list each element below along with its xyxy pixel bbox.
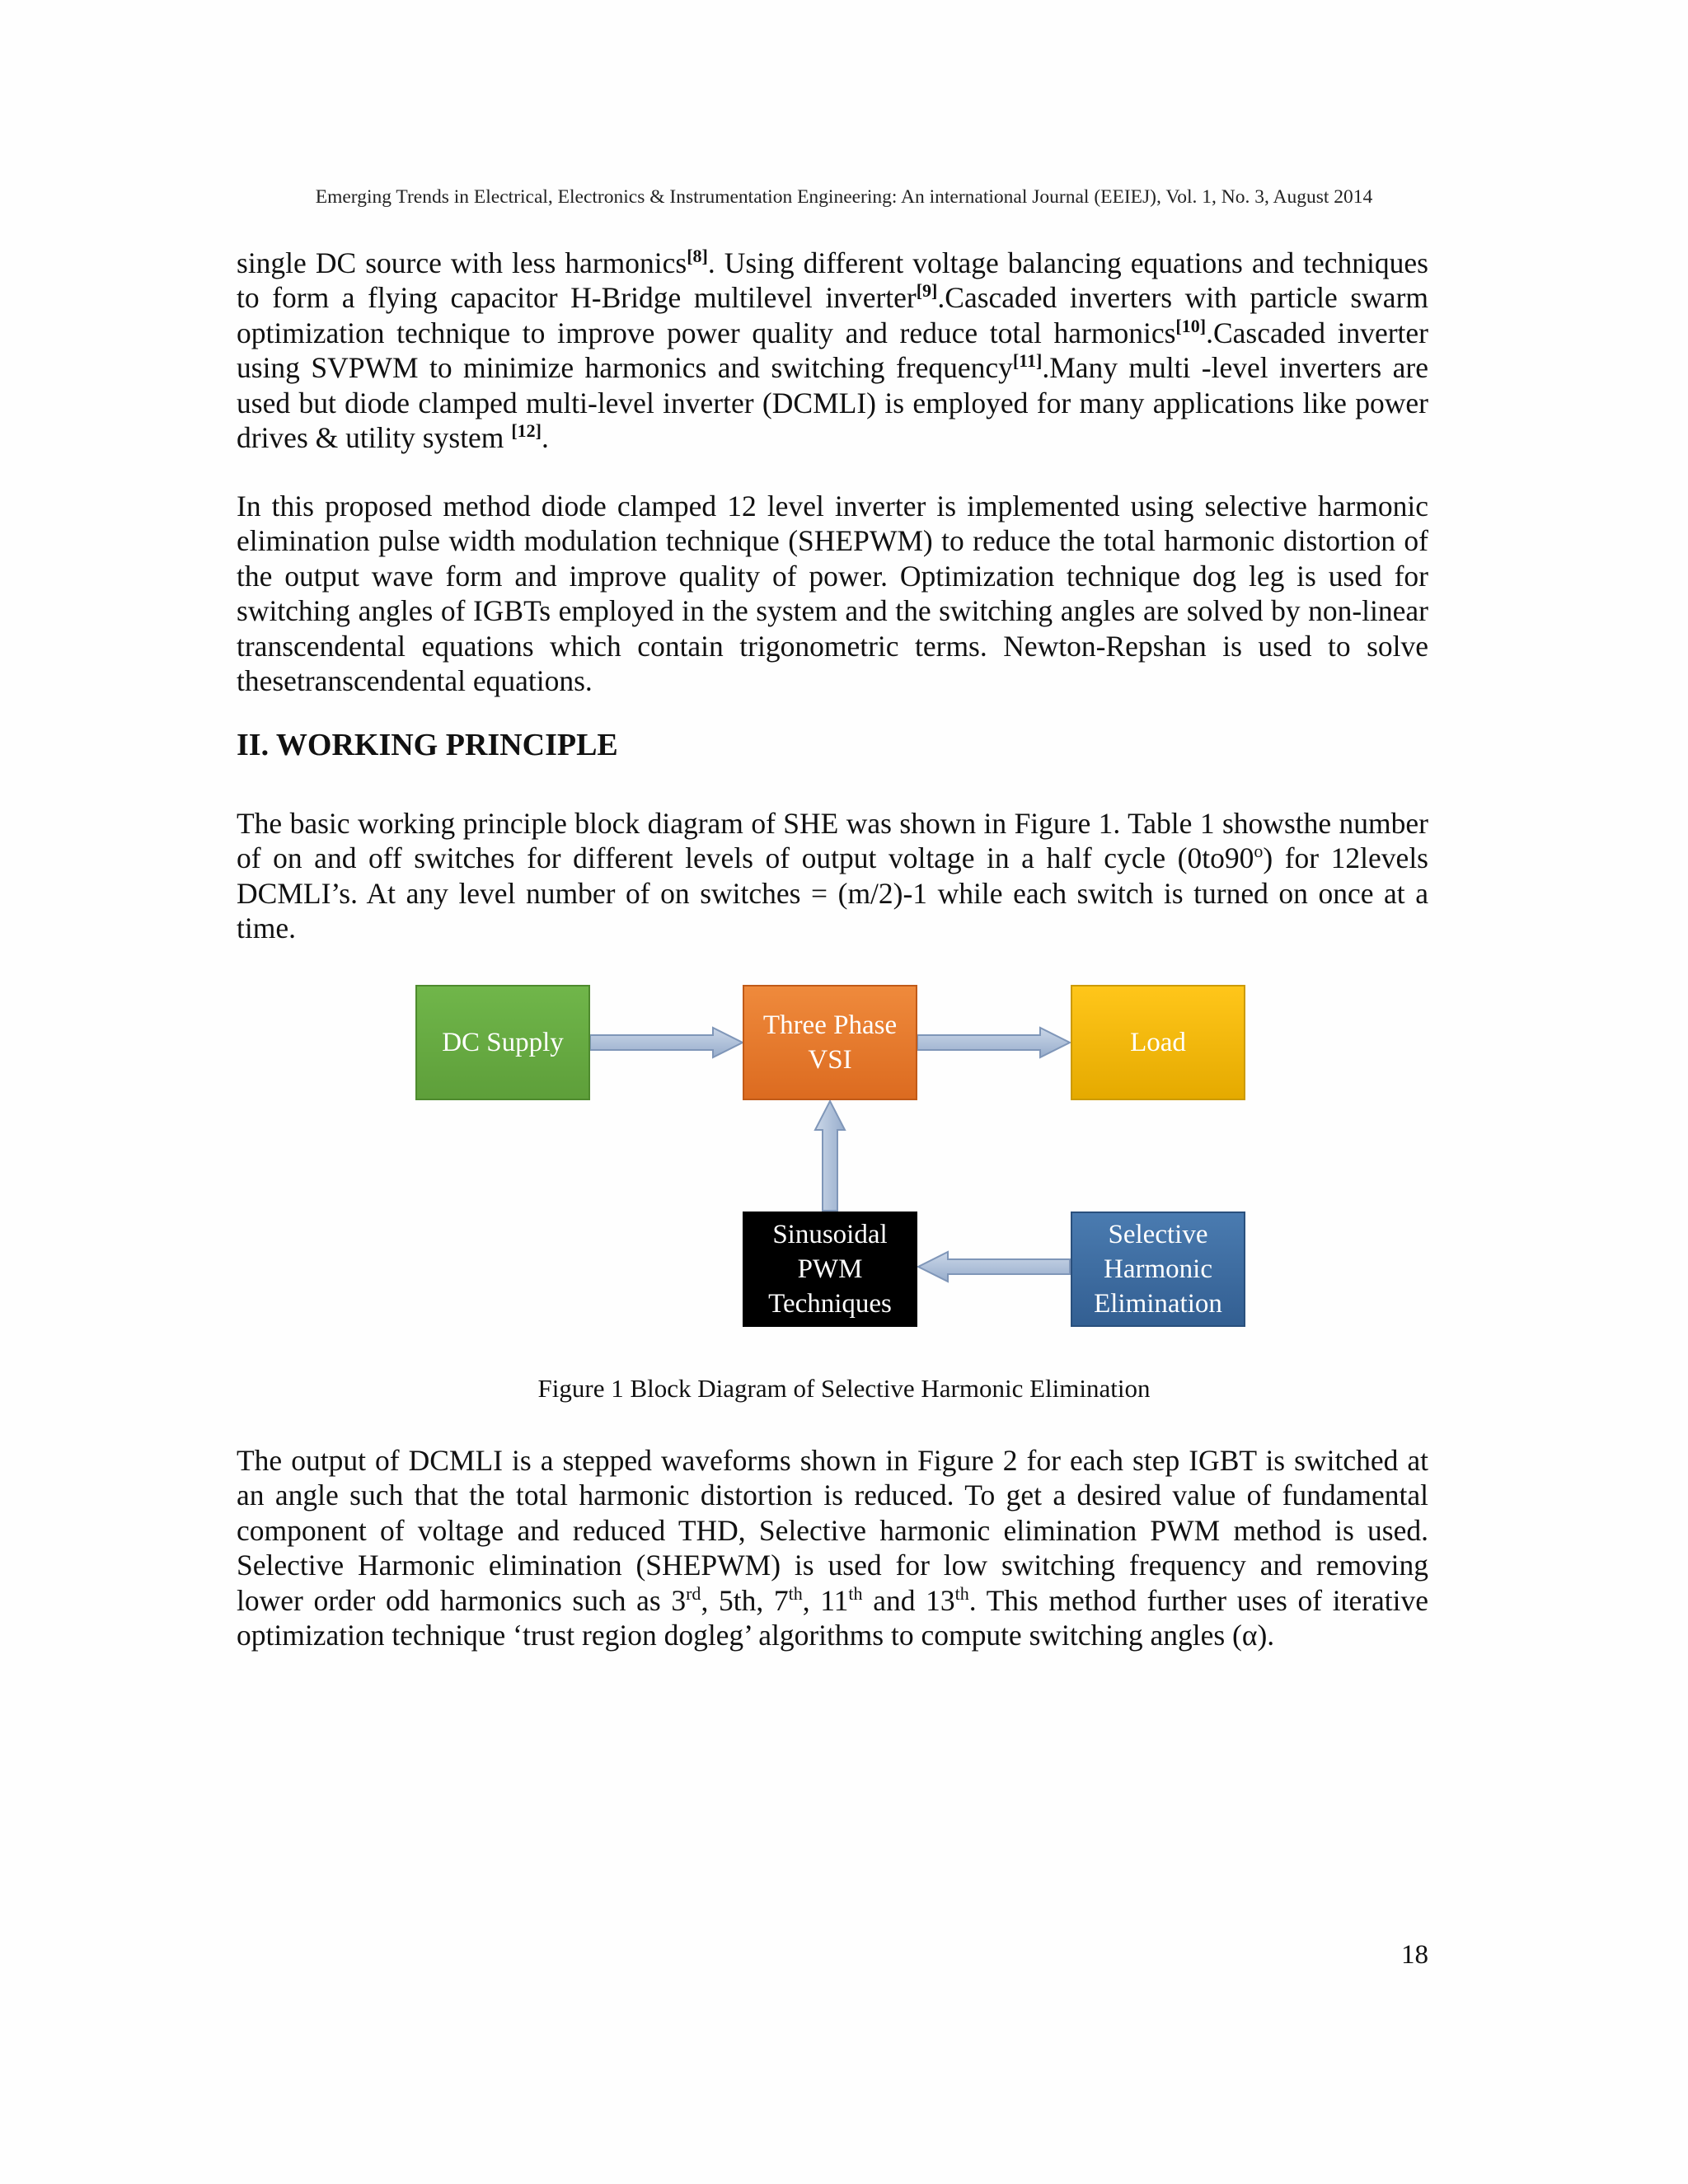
citation-8: [8] bbox=[687, 246, 708, 266]
paragraph-output-dcmli: The output of DCMLI is a stepped waveforms shown in Figure 2 for each step IGBT is switched at an angle such that the total harmonic distortion is reduced. To get a desired value of fundamental component of voltage and reduced THD, Selective harmonic elimination PWM method is used. Selective Harmonic elimination (SHEPWM) is used for low switching frequency and removing lower order odd harmonics such as 3rd, 5th, 7th, 11th and 13th. This method further uses of iterative optimization technique ‘trust region dogleg’ algorithms to compute switching angles (α). bbox=[237, 1444, 1428, 1652]
arrow-vsi-to-load bbox=[917, 1028, 1070, 1057]
arrow-spwm-to-vsi bbox=[815, 1101, 845, 1211]
citation-9: [9] bbox=[916, 280, 938, 302]
block-sinusoidal-pwm: Sinusoidal PWM Techniques bbox=[743, 1212, 917, 1327]
block-selective-harmonic-elimination: Selective Harmonic Elimination bbox=[1071, 1212, 1245, 1327]
running-header: Emerging Trends in Electrical, Electronics & Instrumentation Engineering: An international Journal (EEIEJ), Vol. 1, No. 3, August 2014 bbox=[315, 186, 1373, 208]
block-dc-supply: DC Supply bbox=[415, 985, 590, 1100]
citation-10: [10] bbox=[1175, 315, 1207, 336]
paragraph-working-principle: The basic working principle block diagram of SHE was shown in Figure 1. Table 1 showsthe number of on and off switches for different levels of output voltage in a half cycle (0to90$^o$) for 12levels DCMLI’s. At any level number of on switches = (m/2)-1 while each switch is turned on once at a time. bbox=[237, 807, 1428, 945]
section-heading: II. WORKING PRINCIPLE bbox=[237, 728, 618, 762]
block-three-phase-vsi: Three Phase VSI bbox=[743, 985, 917, 1100]
paragraph-intro: single DC source with less harmonics[8]. Using different voltage balancing equations and techniques to form a flying capacitor H-Bridge multilevel inverter[9].Cascaded inverters with particle swarm optimization technique to improve power quality and reduce total harmonics[10].Cascaded inverter using SVPWM to minimize harmonics and switching frequency[11].Many multi -level inverters are used but diode clamped multi-level inverter (DCMLI) is employed for many applications like power drives & utility system [12]. bbox=[237, 246, 1429, 455]
citation-11: [11] bbox=[1012, 350, 1043, 372]
block-load: Load bbox=[1071, 985, 1245, 1100]
paragraph-proposed-method: In this proposed method diode clamped 12 level inverter is implemented using selective harmonic elimination pulse width modulation technique (SHEPWM) to reduce the total harmonic distortion of the output wave form and improve quality of power. Optimization technique dog leg is used for switching angles of IGBTs employed in the system and the switching angles are solved by non-linear transcendental equations which contain trigonometric terms. Newton-Repshan is used to solve thesetranscendental equations. bbox=[237, 490, 1428, 698]
figure-caption: Figure 1 Block Diagram of Selective Harmonic Elimination bbox=[537, 1374, 1151, 1403]
arrow-she-to-spwm bbox=[918, 1252, 1070, 1282]
citation-12: [12] bbox=[511, 420, 542, 442]
page-number: 18 bbox=[1401, 1940, 1428, 1970]
arrow-dc-to-vsi bbox=[590, 1028, 743, 1057]
